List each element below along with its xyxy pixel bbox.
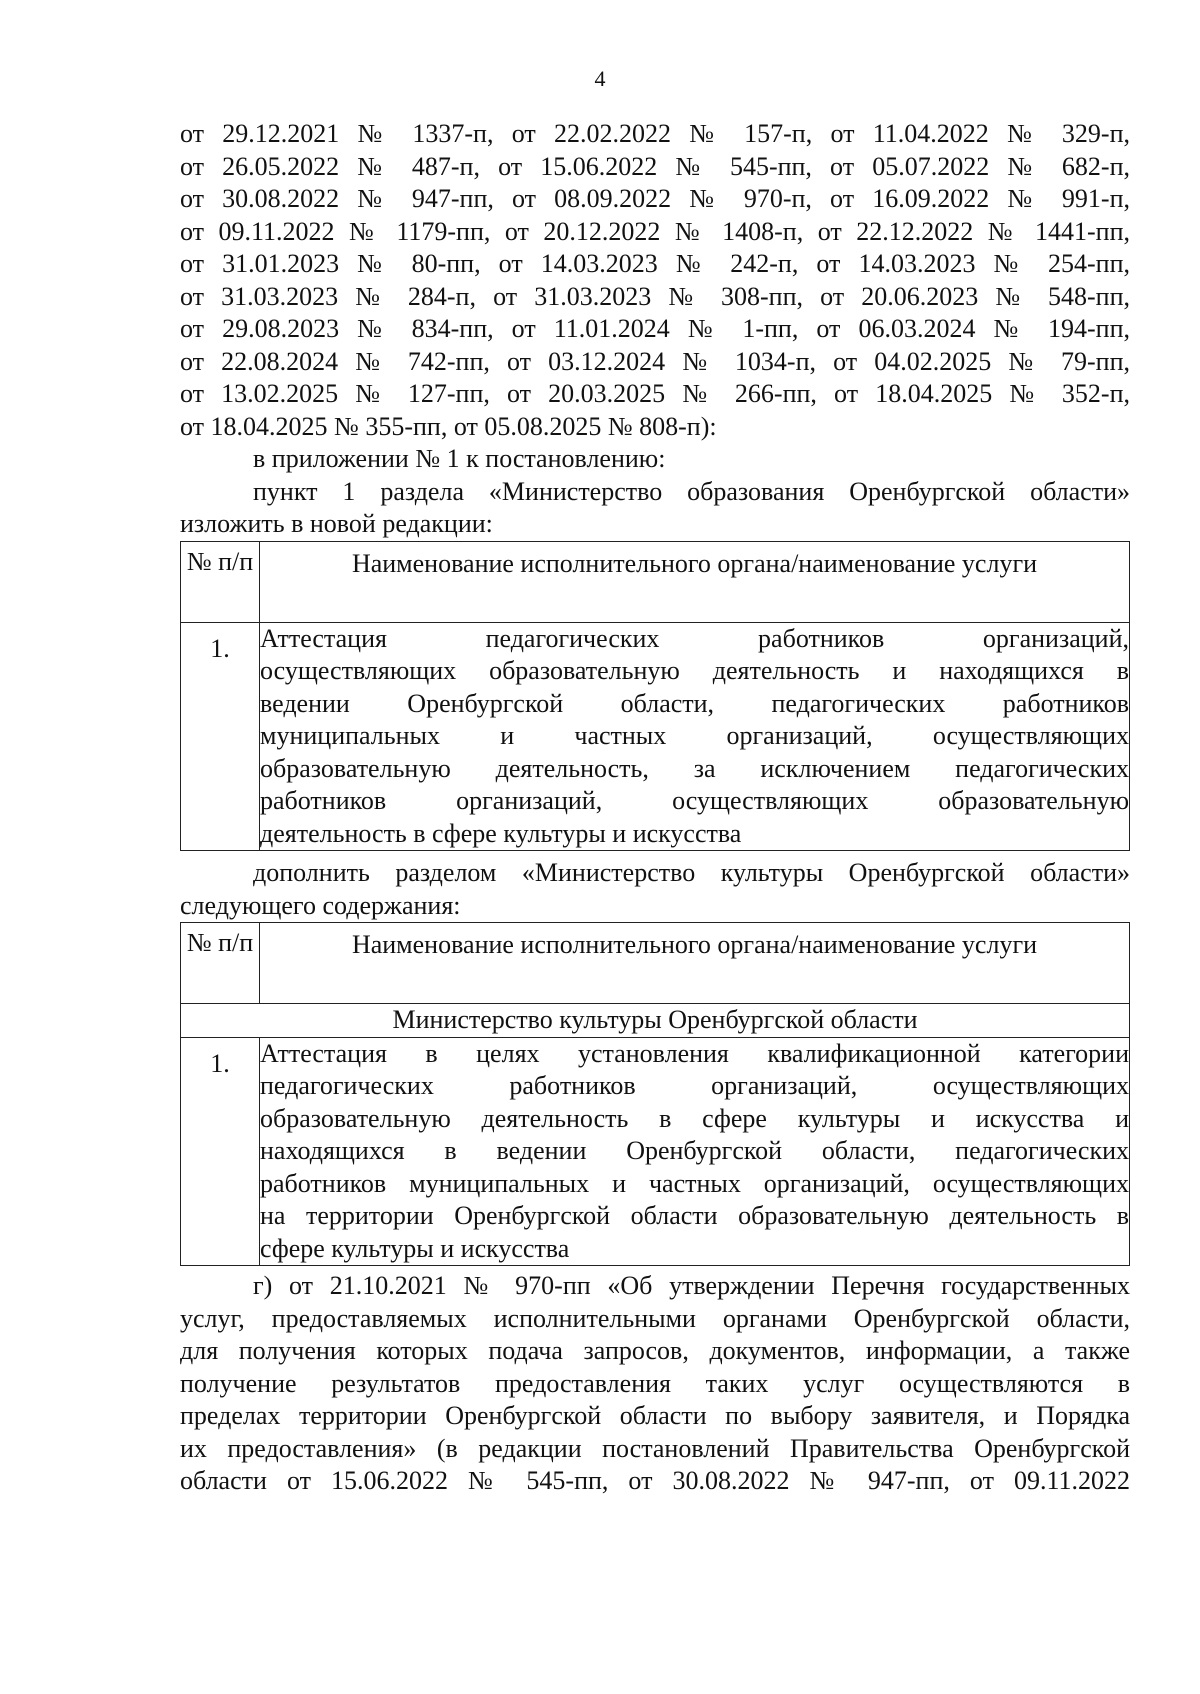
header-number: № п/п: [181, 541, 260, 622]
section-title: Министерство культуры Оренбургской области: [181, 1004, 1130, 1038]
reference-line: от 29.12.2021 № 1337-п, от 22.02.2022 № 157-п, от 11.04.2022 № 329-п,: [180, 119, 1130, 148]
table-header-row: [181, 541, 1130, 622]
header-name: Наименование исполнительного органа/наименование услуги: [260, 541, 1130, 622]
paragraph-g-line: их предоставления» (в редакции постановлений Правительства Оренбургской: [180, 1433, 1130, 1463]
section-title-row: [181, 1004, 1130, 1038]
amendment-references: [180, 118, 1130, 443]
page-number: 4: [594, 66, 606, 91]
reference-line: от 09.11.2022 № 1179-пп, от 20.12.2022 № 1408-п, от 22.12.2022 № 1441-пп,: [180, 216, 1130, 246]
paragraph-2-line: следующего содержания:: [180, 890, 461, 920]
paragraph-2-line: дополнить разделом «Министерство культуры Оренбургской области»: [253, 858, 1130, 887]
table-row: [181, 1037, 1130, 1266]
reference-line-last: от 18.04.2025 № 355-пп, от 05.08.2025 № 808-п):: [180, 411, 717, 441]
reference-line: от 30.08.2022 № 947-пп, от 08.09.2022 № 970-п, от 16.09.2022 № 991-п,: [180, 184, 1130, 213]
reference-line: от 29.08.2023 № 834-пп, от 11.01.2024 № 1-пп, от 06.03.2024 № 194-пп,: [180, 314, 1130, 343]
document-body: [180, 118, 1130, 1498]
table-ministry-education: [180, 541, 1130, 852]
header-name: Наименование исполнительного органа/наименование услуги: [260, 923, 1130, 1004]
paragraph-1-line: пункт 1 раздела «Министерство образования Оренбургской области»: [253, 476, 1130, 506]
table-row: [181, 622, 1130, 851]
row-service-name: Аттестация в целях установления квалификационной категории педагогических работников организаций, осуществляющих образовательную деятельность в сфере культуры и искусства и находящихся в ведении Оренбургской области, педагогических работников муниципальных и частных организаций, осуществляющих на территории Оренбургской области образовательную деятельность в сфере культуры и искусства: [260, 1037, 1130, 1266]
paragraph-g-line: получение результатов предоставления таких услуг осуществляются в: [180, 1368, 1130, 1398]
table-header-row: [181, 923, 1130, 1004]
appendix-line: в приложении № 1 к постановлению:: [253, 444, 666, 473]
table-ministry-culture: [180, 922, 1130, 1266]
paragraph-g: [180, 1270, 1130, 1498]
paragraph-g-line: области от 15.06.2022 № 545-пп, от 30.08.2022 № 947-пп, от 09.11.2022: [180, 1466, 1130, 1495]
row-number: 1.: [181, 622, 260, 851]
reference-line: от 31.03.2023 № 284-п, от 31.03.2023 № 308-пп, от 20.06.2023 № 548-пп,: [180, 281, 1130, 311]
header-number: № п/п: [181, 923, 260, 1004]
paragraph-g-line: для получения которых подача запросов, документов, информации, а также: [180, 1336, 1130, 1365]
paragraph-g-line: г) от 21.10.2021 № 970-пп «Об утверждении Перечня государственных: [253, 1271, 1130, 1300]
paragraph-g-line: услуг, предоставляемых исполнительными органами Оренбургской области,: [180, 1303, 1130, 1333]
row-service-name: Аттестация педагогических работников организаций, осуществляющих образовательную деятельность и находящихся в ведении Оренбургской области, педагогических работников муниципальных и частных организаций, осуществляющих образовательную деятельность, за исключением педагогических работников организаций, осуществляющих образовательную деятельность в сфере культуры и искусства: [260, 622, 1130, 851]
paragraph-1-line: изложить в новой редакции:: [180, 509, 493, 538]
reference-line: от 22.08.2024 № 742-пп, от 03.12.2024 № 1034-п, от 04.02.2025 № 79-пп,: [180, 346, 1130, 376]
row-number: 1.: [181, 1037, 260, 1266]
paragraph-g-line: пределах территории Оренбургской области по выбору заявителя, и Порядка: [180, 1401, 1130, 1430]
reference-line: от 13.02.2025 № 127-пп, от 20.03.2025 № 266-пп, от 18.04.2025 № 352-п,: [180, 379, 1130, 408]
reference-line: от 26.05.2022 № 487-п, от 15.06.2022 № 545-пп, от 05.07.2022 № 682-п,: [180, 151, 1130, 181]
reference-line: от 31.01.2023 № 80-пп, от 14.03.2023 № 242-п, от 14.03.2023 № 254-пп,: [180, 249, 1130, 278]
